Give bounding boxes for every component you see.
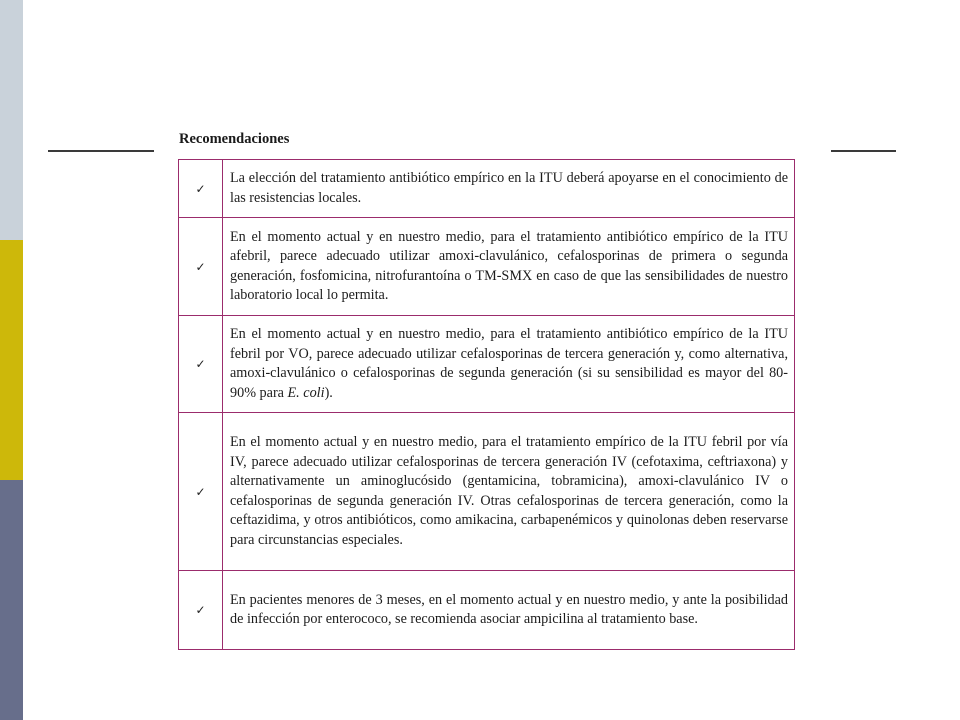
checkmark-icon: ✓: [179, 218, 223, 316]
recommendation-text-part: En el momento actual y en nuestro medio, para el tratamiento antibiótico empírico de la ITU febril por VO, parece adecuado utilizar cefalosporinas de tercera generación y, como alternativa, amoxi-clavulánico o cefalosporinas de segunda generación (si su sensibilidad es mayor del 80-90% para: [230, 326, 788, 401]
section-title: Recomendaciones: [179, 131, 290, 147]
table-row: [179, 413, 795, 571]
recommendation-text: La elección del tratamiento antibiótico empírico en la ITU deberá apoyarse en el conocimiento de las resistencias locales.: [223, 160, 795, 218]
decorative-sidebar: [0, 0, 23, 720]
table-row: [179, 160, 795, 218]
checkmark-icon: ✓: [179, 571, 223, 650]
divider-right: [831, 150, 896, 152]
checkmark-icon: ✓: [179, 413, 223, 571]
table-row: [179, 571, 795, 650]
sidebar-block-slate: [0, 480, 23, 720]
sidebar-block-gray: [0, 0, 23, 240]
checkmark-icon: ✓: [179, 316, 223, 413]
recommendation-text: En el momento actual y en nuestro medio, para el tratamiento empírico de la ITU febril por vía IV, parece adecuado utilizar cefalosporinas de tercera generación IV (cefotaxima, ceftriaxona) y alternativamente un aminoglucósido (gentamicina, tobramicina), amoxi-clavulánico IV o cefalosporinas de segunda generación IV. Otras cefalosporinas de tercera generación, como la ceftazidima, y otros antibióticos, como amikacina, carbapenémicos y quinolonas deben reservarse para circunstancias especiales.: [223, 413, 795, 571]
checkmark-icon: ✓: [179, 160, 223, 218]
organism-name: E. coli: [287, 384, 325, 401]
table-row: [179, 218, 795, 316]
table-row: [179, 316, 795, 413]
recommendation-text: En pacientes menores de 3 meses, en el momento actual y en nuestro medio, y ante la posibilidad de infección por enterococo, se recomienda asociar ampicilina al tratamiento base.: [223, 571, 795, 650]
recommendation-text: En el momento actual y en nuestro medio, para el tratamiento antibiótico empírico de la ITU afebril, parece adecuado utilizar amoxi-clavulánico, cefalosporinas de primera o segunda generación, fosfomicina, nitrofurantoína o TM-SMX en caso de que las sensibilidades de nuestro laboratorio local lo permita.: [223, 218, 795, 316]
recommendation-text-part: ).: [324, 384, 333, 401]
divider-left: [48, 150, 154, 152]
recommendation-text: [223, 316, 795, 413]
sidebar-block-yellow: [0, 240, 23, 480]
recommendations-table: [178, 159, 795, 650]
